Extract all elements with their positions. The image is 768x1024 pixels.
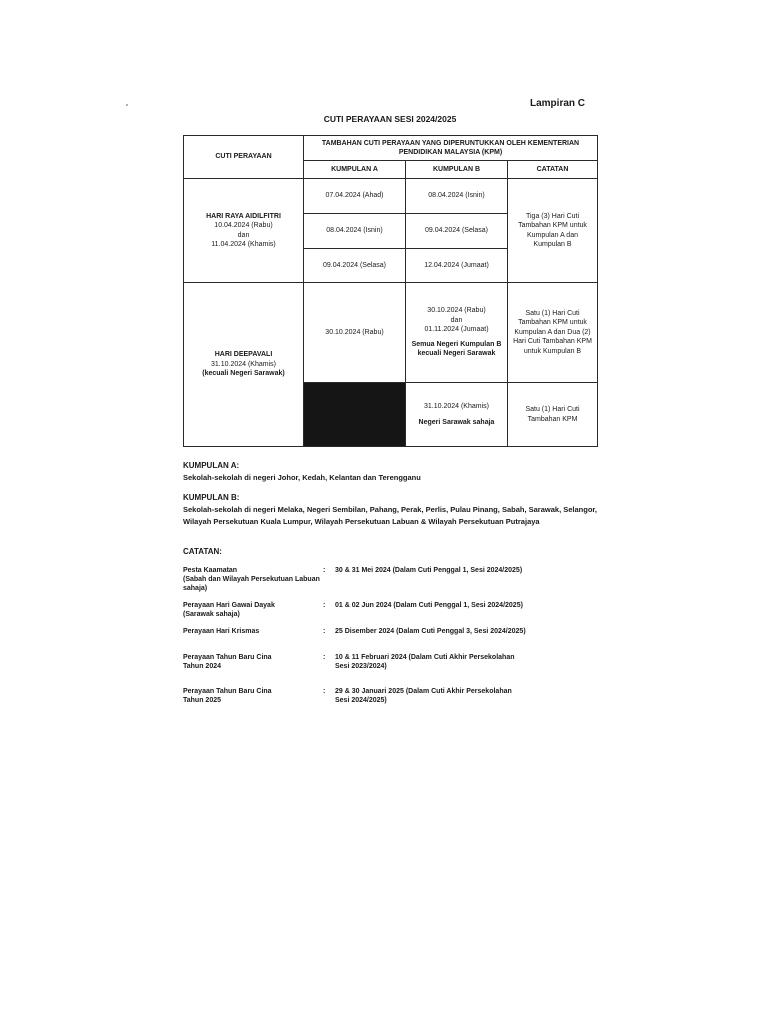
deepavali-cell [184,283,304,447]
note-value: 10 & 11 Februari 2024 (Dalam Cuti Akhir Persekolahan Sesi 2023/2024) [335,653,515,670]
deepavali-b1-and: dan [450,316,463,324]
note-label: Pesta Kaamatan (Sabah dan Wilayah Persekutuan Labuan sahaja) [183,567,320,593]
note-row [183,566,597,593]
deepavali-b-1 [406,283,508,383]
note-label: Perayaan Hari Krismas [183,628,260,636]
header-kumpulan-b: KUMPULAN B [406,161,508,179]
note-colon: : [323,653,326,661]
deepavali-a-1: 30.10.2024 (Rabu) [304,283,406,383]
deepavali-note-1: Satu (1) Hari Cuti Tambahan KPM untuk Kumpulan A dan Dua (2) Hari Cuti Tambahan KPM untuk Kumpulan B [508,283,598,383]
note-colon: : [323,687,326,695]
deepavali-name: HARI DEEPAVALI [214,351,273,359]
note-value: 25 Disember 2024 (Dalam Cuti Penggal 3, Sesi 2024/2025) [335,628,526,636]
deepavali-b-2 [406,383,508,447]
deepavali-b2-extra: Negeri Sarawak sahaja [418,418,495,426]
raya-b-2: 09.04.2024 (Selasa) [406,214,508,249]
groups-section [183,461,597,537]
raya-note: Tiga (3) Hari Cuti Tambahan KPM untuk Kumpulan A dan Kumpulan B [508,179,598,283]
notes-list [183,566,597,713]
note-label: Perayaan Tahun Baru Cina Tahun 2024 [183,653,272,670]
note-colon: : [323,628,326,636]
scan-speck [126,104,128,106]
deepavali-b1-date-2: 01.11.2024 (Jumaat) [424,326,489,334]
document-title: CUTI PERAYAAN SESI 2024/2025 [323,114,457,124]
header-kumpulan-a: KUMPULAN A [304,161,406,179]
note-row [183,601,597,619]
deepavali-except: (kecuali Negeri Sarawak) [202,370,285,378]
deepavali-note-2: Satu (1) Hari Cuti Tambahan KPM [508,383,598,447]
raya-cell [184,179,304,283]
raya-name: HARI RAYA AIDILFITRI [206,212,281,220]
group-b-text: Sekolah-sekolah di negeri Melaka, Negeri Sembilan, Pahang, Perak, Perlis, Pulau Pinang, Sabah, Sarawak, Selangor, Wilayah Persekutuan Kuala Lumpur, Wilayah Persekutuan Labuan & Wilayah Persekutuan Putrajaya [183,505,597,526]
group-b-title: KUMPULAN B: [183,493,240,503]
group-a-title: KUMPULAN A: [183,461,240,470]
note-colon: : [323,567,326,574]
header-catatan: CATATAN [508,161,598,179]
holiday-table [183,135,598,447]
raya-b-3: 12.04.2024 (Jumaat) [406,249,508,283]
note-label: Perayaan Tahun Baru Cina Tahun 2025 [183,687,272,704]
blacked-out-cell [304,383,406,447]
raya-b-1: 08.04.2024 (Isnin) [406,179,508,214]
group-a-text: Sekolah-sekolah di negeri Johor, Kedah, Kelantan dan Terengganu [183,473,421,482]
header-cuti-perayaan: CUTI PERAYAAN [184,136,304,179]
raya-a-1: 07.04.2024 (Ahad) [304,179,406,214]
note-row [183,687,597,705]
note-value: 29 & 30 Januari 2025 (Dalam Cuti Akhir Persekolahan Sesi 2024/2025) [335,687,512,704]
raya-and: dan [237,231,250,239]
appendix-label: Lampiran C [530,98,586,109]
deepavali-date: 31.10.2024 (Khamis) [211,360,276,368]
notes-title: CATATAN: [183,547,222,556]
raya-a-2: 08.04.2024 (Isnin) [304,214,406,249]
note-row [183,627,597,636]
raya-a-3: 09.04.2024 (Selasa) [304,249,406,283]
raya-date-2: 11.04.2024 (Khamis) [211,240,276,248]
raya-date-1: 10.04.2024 (Rabu) [214,222,273,230]
note-colon: : [323,602,326,610]
note-value: 01 & 02 Jun 2024 (Dalam Cuti Penggal 1, Sesi 2024/2025) [335,602,523,610]
note-value: 30 & 31 Mei 2024 (Dalam Cuti Penggal 1, Sesi 2024/2025) [335,567,523,574]
deepavali-b1-extra: Semua Negeri Kumpulan B kecuali Negeri Sarawak [411,340,502,358]
note-label: Perayaan Hari Gawai Dayak (Sarawak sahaja) [183,602,275,619]
header-tambahan-cuti: TAMBAHAN CUTI PERAYAAN YANG DIPERUNTUKKAN OLEH KEMENTERIAN PENDIDIKAN MALAYSIA (KPM) [304,136,598,161]
deepavali-b2-date: 31.10.2024 (Khamis) [424,403,489,411]
note-row [183,653,597,671]
deepavali-b1-date-1: 30.10.2024 (Rabu) [427,307,486,315]
